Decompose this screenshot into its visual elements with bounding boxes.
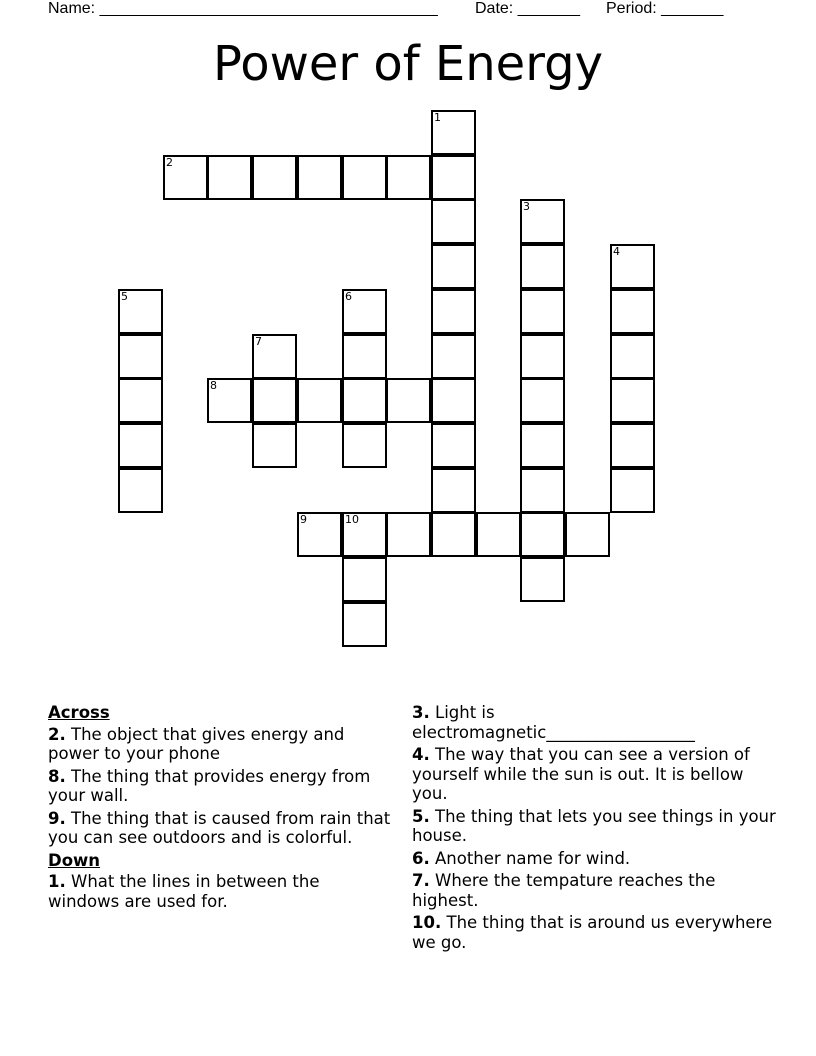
grid-cell[interactable]: [297, 512, 342, 557]
grid-cell[interactable]: [520, 199, 565, 244]
grid-cell[interactable]: [431, 155, 476, 200]
clue-down-3: [412, 703, 782, 742]
grid-cell[interactable]: [431, 289, 476, 334]
grid-cell[interactable]: [342, 423, 387, 468]
cell-number: 9: [300, 513, 307, 526]
grid-cell[interactable]: [342, 602, 387, 647]
grid-cell[interactable]: [431, 110, 476, 155]
grid-cell[interactable]: [342, 334, 387, 379]
clues-left-column: [48, 703, 393, 914]
clue-down-6: [412, 849, 782, 869]
grid-cell[interactable]: [610, 378, 655, 423]
grid-cell[interactable]: [118, 289, 163, 334]
clue-down-10: [412, 913, 782, 952]
grid-cell[interactable]: [431, 423, 476, 468]
grid-cell[interactable]: [610, 289, 655, 334]
grid-cell[interactable]: [207, 155, 252, 200]
clue-down-4: [412, 745, 782, 804]
grid-cell[interactable]: [431, 244, 476, 289]
grid-cell[interactable]: [520, 557, 565, 602]
grid-cell[interactable]: [476, 512, 521, 557]
grid-cell[interactable]: [118, 334, 163, 379]
clue-number: 7.: [412, 871, 430, 890]
clue-text: Light is electromagnetic__________________: [412, 703, 695, 742]
clues-right-column: [412, 703, 782, 955]
clue-text: Another name for wind.: [435, 848, 631, 868]
grid-cell[interactable]: [520, 334, 565, 379]
grid-cell[interactable]: [386, 155, 431, 200]
grid-cell[interactable]: [610, 468, 655, 513]
clue-number: 1.: [48, 872, 66, 891]
clue-across-2: [48, 725, 393, 764]
down-heading: Down: [48, 850, 101, 870]
grid-cell[interactable]: [252, 155, 297, 200]
cell-number: 6: [345, 290, 352, 303]
grid-cell[interactable]: [610, 423, 655, 468]
clue-number: 9.: [48, 808, 66, 828]
grid-cell[interactable]: [431, 334, 476, 379]
grid-cell[interactable]: [431, 199, 476, 244]
grid-cell[interactable]: [520, 378, 565, 423]
clue-number: 6.: [412, 848, 430, 868]
cell-number: 3: [523, 200, 530, 213]
grid-cell[interactable]: [342, 557, 387, 602]
clue-across-9: [48, 809, 393, 848]
grid-cell[interactable]: [252, 334, 297, 379]
grid-cell[interactable]: [342, 512, 387, 557]
cell-number: 5: [121, 290, 128, 303]
grid-cell[interactable]: [163, 155, 208, 200]
cell-number: 4: [613, 245, 620, 258]
grid-cell[interactable]: [252, 423, 297, 468]
grid-cell[interactable]: [520, 289, 565, 334]
clue-text: What the lines in between the windows are used for.: [48, 872, 320, 911]
clue-number: 10.: [412, 913, 442, 932]
page-title: Power of Energy: [213, 36, 603, 92]
clue-across-8: [48, 767, 393, 806]
clue-text: The thing that provides energy from your wall.: [48, 766, 371, 805]
grid-cell[interactable]: [610, 244, 655, 289]
grid-cell[interactable]: [520, 423, 565, 468]
clue-text: The thing that lets you see things in your house.: [412, 806, 776, 845]
grid-cell[interactable]: [431, 378, 476, 423]
grid-cell[interactable]: [118, 468, 163, 513]
name-field[interactable]: Name: ______________________________________: [48, 0, 438, 17]
cell-number: 1: [434, 111, 441, 124]
clue-down-1: [48, 872, 393, 911]
clue-down-5: [412, 807, 782, 846]
cell-number: 8: [210, 379, 217, 392]
period-field[interactable]: Period: _______: [606, 0, 724, 17]
clue-number: 5.: [412, 806, 430, 826]
grid-cell[interactable]: [118, 423, 163, 468]
grid-cell[interactable]: [297, 378, 342, 423]
grid-cell[interactable]: [610, 334, 655, 379]
grid-cell[interactable]: [342, 378, 387, 423]
grid-cell[interactable]: [118, 378, 163, 423]
grid-cell[interactable]: [252, 378, 297, 423]
clue-text: The thing that is caused from rain that you can see outdoors and is colorful.: [48, 808, 391, 847]
clue-number: 2.: [48, 724, 66, 744]
clue-number: 8.: [48, 766, 66, 786]
across-heading: Across: [48, 703, 110, 722]
grid-cell[interactable]: [386, 512, 431, 557]
clue-number: 3.: [412, 703, 430, 722]
cell-number: 10: [345, 513, 359, 526]
clue-down-7: [412, 871, 782, 910]
clue-number: 4.: [412, 745, 430, 764]
grid-cell[interactable]: [297, 155, 342, 200]
clue-text: Where the tempature reaches the highest.: [412, 871, 716, 910]
grid-cell[interactable]: [342, 289, 387, 334]
clue-text: The thing that is around us everywhere we go.: [412, 913, 773, 952]
grid-cell[interactable]: [565, 512, 610, 557]
grid-cell[interactable]: [342, 155, 387, 200]
grid-cell[interactable]: [386, 378, 431, 423]
grid-cell[interactable]: [520, 512, 565, 557]
grid-cell[interactable]: [207, 378, 252, 423]
grid-cell[interactable]: [520, 244, 565, 289]
clue-text: The way that you can see a version of yourself while the sun is out. It is bellow you.: [412, 745, 750, 803]
clue-text: The object that gives energy and power to your phone: [48, 724, 345, 763]
grid-cell[interactable]: [431, 468, 476, 513]
grid-cell[interactable]: [520, 468, 565, 513]
cell-number: 2: [166, 156, 173, 169]
date-field[interactable]: Date: _______: [475, 0, 580, 17]
grid-cell[interactable]: [431, 512, 476, 557]
cell-number: 7: [255, 335, 262, 348]
